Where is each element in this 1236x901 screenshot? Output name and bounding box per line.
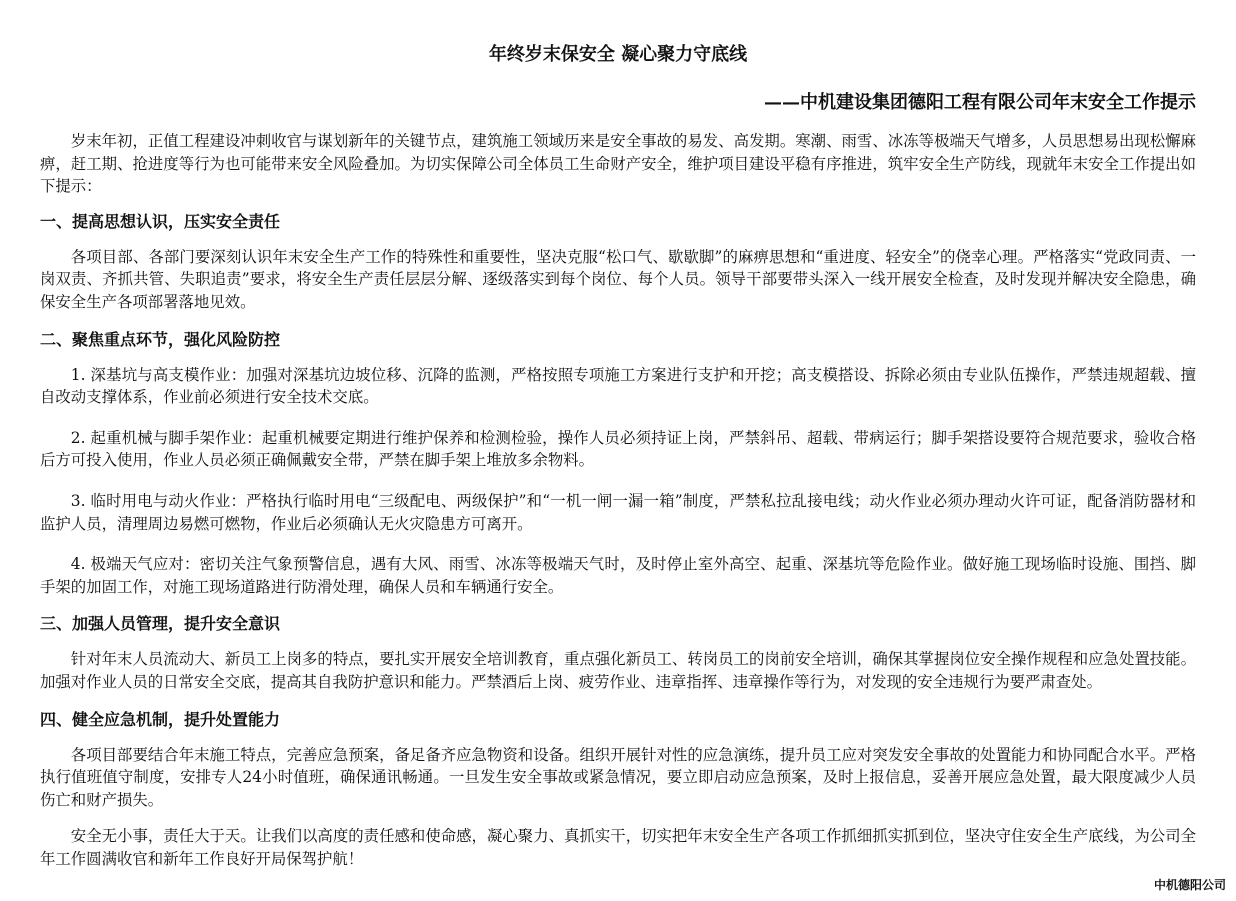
document-body [40,130,1196,870]
section-1-paragraph: 各项目部、各部门要深刻认识年末安全生产工作的特殊性和重要性，坚决克服“松口气、歇歇脚”的麻痹思想和“重进度、轻安全”的侥幸心理。严格落实“党政同责、一岗双责、齐抓共管、失职追责”要求，将安全生产责任层层分解、逐级落实到每个岗位、每个人员。领导干部要带头深入一线开展安全检查，及时发现并解决安全隐患，确保安全生产各项部署落地见效。 [40,247,1196,311]
section-2-item-4: 4. 极端天气应对：密切关注气象预警信息，遇有大风、雨雪、冰冻等极端天气时，及时停止室外高空、起重、深基坑等危险作业。做好施工现场临时设施、围挡、脚手架的加固工作，对施工现场道路进行防滑处理，确保人员和车辆通行安全。 [40,555,1196,596]
section-2-item-3: 3. 临时用电与动火作业：严格执行临时用电“三级配电、两级保护”和“一机一闸一漏一箱”制度，严禁私拉乱接电线；动火作业必须办理动火许可证，配备消防器材和监护人员，清理周边易燃可燃物，作业后必须确认无火灾隐患方可离开。 [40,491,1196,533]
section-heading-1: 一、提高思想认识，压实安全责任 [40,211,281,231]
document-title: 年终岁末保安全 凝心聚力守底线 [488,44,748,65]
section-2-item-1: 1. 深基坑与高支模作业：加强对深基坑边坡位移、沉降的监测，严格按照专项施工方案进行支护和开挖；高支模搭设、拆除必须由专业队伍操作，严禁违规超载、擅自改动支撑体系，作业前必须进行安全技术交底。 [40,365,1196,407]
intro-paragraph: 岁末年初，正值工程建设冲刺收官与谋划新年的关键节点，建筑施工领域历来是安全事故的易发、高发期。寒潮、雨雪、冰冻等极端天气增多，人员思想易出现松懈麻痹，赶工期、抢进度等行为也可能带来安全风险叠加。为切实保障公司全体员工生命财产安全，维护项目建设平稳有序推进，筑牢安全生产防线，现就年末安全工作提出如下提示： [40,132,1196,196]
section-2-item-2: 2. 起重机械与脚手架作业：起重机械要定期进行维护保养和检测检验，操作人员必须持证上岗，严禁斜吊、超载、带病运行；脚手架搭设要符合规范要求，验收合格后方可投入使用，作业人员必须正确佩戴安全带，严禁在脚手架上堆放多余物料。 [40,428,1196,470]
document-subtitle: ——中机建设集团德阳工程有限公司年末安全工作提示 [764,92,1196,113]
section-heading-3: 三、加强人员管理，提升安全意识 [40,614,281,634]
section-3-paragraph: 针对年末人员流动大、新员工上岗多的特点，要扎实开展安全培训教育，重点强化新员工、转岗员工的岗前安全培训，确保其掌握岗位安全操作规程和应急处置技能。加强对作业人员的日常安全交底，提高其自我防护意识和能力。严禁酒后上岗、疲劳作业、违章指挥、违章操作等行为，对发现的安全违规行为要严肃查处。 [40,650,1196,691]
section-heading-2: 二、聚焦重点环节，强化风险防控 [40,329,281,349]
section-4-paragraph: 各项目部要结合年末施工特点，完善应急预案，备足备齐应急物资和设备。组织开展针对性的应急演练，提升员工应对突发安全事故的处置能力和协同配合水平。严格执行值班值守制度，安排专人24小时值班，确保通讯畅通。一旦发生安全事故或紧急情况，要立即启动应急预案，及时上报信息，妥善开展应急处置，最大限度减少人员伤亡和财产损失。 [40,745,1196,809]
closing-paragraph: 安全无小事，责任大于天。让我们以高度的责任感和使命感，凝心聚力、真抓实干，切实把年末安全生产各项工作抓细抓实抓到位，坚决守住安全生产底线，为公司全年工作圆满收官和新年工作良好开局保驾护航！ [40,827,1196,868]
section-heading-4: 四、健全应急机制，提升处置能力 [40,709,281,729]
document-signature: 中机德阳公司 [1153,878,1226,892]
